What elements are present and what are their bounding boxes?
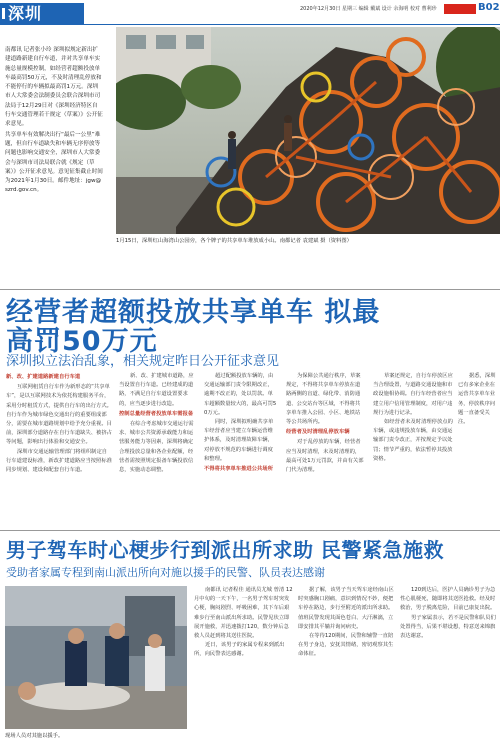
column-paragraph: 同时，深圳拟明确共享单车经营者应当建立车辆运营维护体系，及时清理故障车辆，对停放不规范的车辆进行调度和整理。	[204, 419, 274, 462]
column-subheading: 控制总量经营者投放单车需报备	[119, 410, 194, 417]
column-paragraph: 超过配额投放车辆的，由交通运输部门责令限期改正，逾期不改正的，处以罚款。单车超额数量较大的，最高可罚50万元。	[204, 373, 277, 416]
column-paragraph: 深圳市交通运输管理部门将组织制定自行车道建设标准，新改扩建道路应当按照标准同步规划、建设和配套自行车道。	[6, 448, 112, 474]
column-paragraph: 在等待120期间，民警和辅警一直陪在男子身边，安抚其情绪，密切观察其生命体征。	[298, 633, 394, 658]
bike-pile-photo	[116, 27, 500, 234]
article-headline: 经营者超额投放共享单车 拟最高罚50万元	[6, 297, 381, 357]
photo-caption: 现场人员对其施以援手。	[5, 733, 64, 739]
column-paragraph: 据了解，该男子当天驾车途经南山区时突感胸口剧痛，意识到情况不妙，便把车停在路边，步行至附近的派出所求助。值班民警发现其面色苍白、大汗淋漓，立即安排其平躺并询问病史。	[298, 587, 394, 630]
photo-caption: 1月15日，深圳红山海湾山公园旁，各个牌子的共享单车堆放成小山。南都记者 袁建斌 摄（资料图）	[116, 238, 352, 244]
article-column	[6, 372, 112, 475]
article-column	[458, 372, 500, 427]
article-column	[204, 372, 278, 475]
column-paragraph: 据悉，深圳已有多家企业在运营共享单车业务，停放秩序问题一直备受关注。	[458, 373, 496, 426]
column-paragraph: 120到达后，医护人员确诊男子为急性心肌梗死，随即将其送医抢救。经及时救治，男子脱离危险，目前已康复出院。	[400, 587, 496, 612]
article-column	[194, 586, 294, 660]
bike-pile-illustration	[116, 27, 500, 234]
column-paragraph: 如经营者未及时清理停放点的车辆，或违规投放车辆，由交通运输部门责令改正，并按规定予以处罚；情节严重的，依法暂停其投放资格。	[373, 419, 453, 462]
lede-paragraph: 共享单车有效解决出行“最后一公里”难题，但自行车道缺失和车辆无序停放等问题也影响交通安全，深圳市人大常委会与深圳市司法局联合就《规定（草案）》公开征求意见。意见征集截止时间为2021年1月30日。邮件地址：jgw@szrd.gov.cn。	[5, 131, 103, 194]
rescue-photo	[5, 586, 187, 729]
lede-sidebar	[5, 46, 103, 236]
masthead-info: 2020年12月30日 星期三 编辑 戴斌 设计 余海明 校对 曹利珍	[300, 6, 437, 12]
article-column	[298, 586, 396, 660]
column-paragraph: 南都讯 记者程佳 通讯员尤城 曾清 12月中旬的一天下午，一名男子驾车时突发心梗，胸闷剧烈、呼吸困难，其下车后艰难步行至南山派出所求助。民警见状立即展开施救，并迅速拨打120，数分钟后急救人员赶到将其送往医院。	[194, 587, 293, 640]
column-paragraph: 在综合考虑城市交通运行需求、城市公共资源承载能力和运营服务能力等因素，深圳将确定合理投放总量和各企业配额，经营者需按照规定报备车辆投放信息，实施动态调整。	[119, 421, 194, 474]
article-column	[373, 372, 455, 464]
article-column	[119, 372, 196, 475]
column-paragraph: 新、改、扩建城市道路，应当设置自行车道。已经建成的道路，不满足自行车道设置要求的，应当逐步进行改造。	[119, 373, 194, 407]
lede-paragraph: 南都讯 记者张小玲 深圳拟规定新出扩建道路新建自行车道，并对共享单车实施总量规模控制，如经营者超额投放单车最高罚50万元，不及时清理乱停放和不能停行的车辆拟最高罚1万元。深圳市人大常委会法制委员会联合深圳市司法局于12月29日对《深圳经济特区自行车交通管理若干规定（草案）》公开征求意见。	[5, 47, 103, 128]
article-subheadline: 受助者家属专程到南山派出所向对施以援手的民警、队员表达感谢	[6, 566, 325, 579]
column-subheading: 经营者及时清理乱停放车辆	[286, 429, 350, 436]
column-paragraph: 男子家属表示，若不是民警和队员们处置得当，后果不堪设想，特意送来锦旗表达谢意。	[400, 614, 496, 640]
column-paragraph: 草案还规定，自行车停放区应当合理设置，与道路交通设施和市政设施相协调。自行车经营者应当建立用户信用管理制度，对用户违规行为进行记录。	[373, 373, 453, 416]
article-subheadline: 深圳拟立法治乱象，相关规定昨日公开征求意见	[6, 354, 280, 369]
column-paragraph: 互联网租赁自行车作为新形态的“共享单车”，是以互联网技术为依托构建服务平台，采用分时租赁方式，提供自行车的出行方式。自行车作为城市绿色交通出行的重要组成部分，需要在城市道路规划中给予充分重视。目前，深圳部分道路存在自行车道缺失、被挤占等问题，影响出行体验和交通安全。	[6, 384, 112, 446]
article-column	[400, 586, 496, 641]
column-subheading: 新、改、扩建道路新建自行车道	[6, 374, 81, 380]
column-paragraph: 为保障公共通行秩序，草案规定，不得将共享单车停放在道路两侧的盲道、绿化带、消防通道、公交站台等区域，不得将共享单车推入公园、小区、地铁站等公共场所内。	[286, 373, 361, 426]
section-divider	[0, 530, 500, 531]
column-paragraph: 对于乱停放的车辆，经营者应当及时清理，未及时清理的，最高可处1万元罚款，并由有关部门代为清理。	[286, 439, 364, 474]
section-divider	[0, 289, 500, 290]
page-number: B02	[478, 2, 500, 13]
masthead-rule	[0, 24, 500, 25]
column-paragraph: 近日，该男子的家属专程来到派出所，向民警表达感谢。	[194, 642, 285, 658]
rescue-illustration	[5, 586, 187, 729]
article-headline: 男子驾车时心梗步行到派出所求助 民警紧急施救	[6, 538, 444, 562]
section-title: 深圳	[0, 3, 84, 24]
article-column	[286, 372, 364, 475]
column-subheading: 不得将共享单车推进公共场所	[204, 466, 273, 473]
edition-badge	[444, 4, 476, 14]
